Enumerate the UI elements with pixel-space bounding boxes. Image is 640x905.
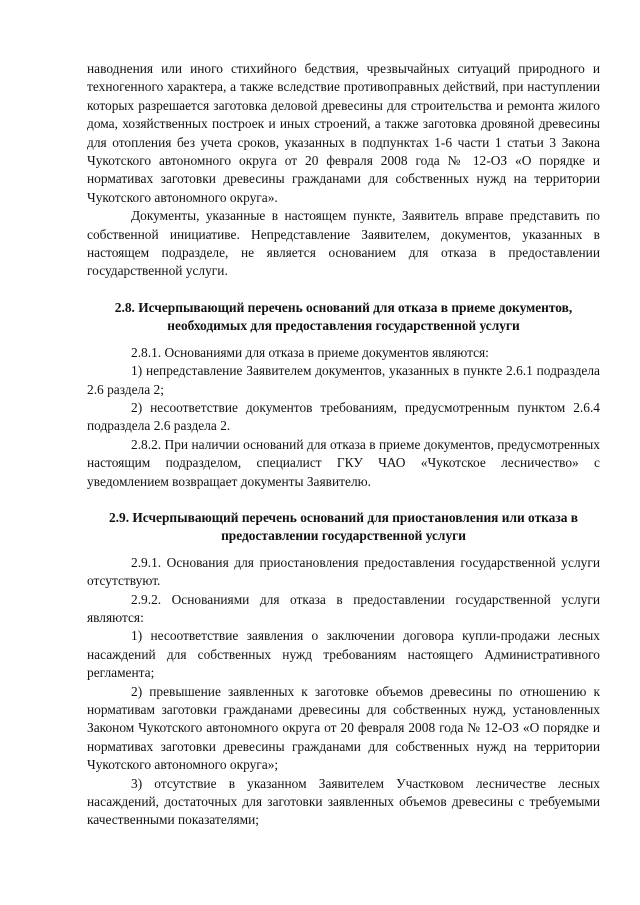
section-spacer (87, 491, 600, 509)
section-2-8-heading: 2.8. Исчерпывающий перечень оснований для отказа в приеме документов, необходимых для предоставления государственной услуги (114, 299, 573, 334)
section-2-9-item-3: 3) отсутствие в указанном Заявителем Участковом лесничестве лесных насаждений, достаточных для заготовки заявленных объемов древесины с требуемыми качественными показателями; (87, 775, 600, 828)
section-2-9-item-2: 2) превышение заявленных к заготовке объемов древесины по отношению к нормативам заготовки гражданами древесины для собственных нужд, установленных Законом Чукотского автономного округа от 20 февраля 2008 года № 12-ОЗ «О порядке и нормативах заготовки древесины гражданами для собственных нужд на территории Чукотского автономного округа»; (87, 683, 600, 773)
heading-spacer (87, 336, 600, 344)
intro-paragraph: наводнения или иного стихийного бедствия, чрезвычайных ситуаций природного и техногенного характера, а также вследствие противоправных действий, при наступлении которых разрешается заготовка деловой древесины для строительства и ремонта жилого дома, хозяйственных построек и иных строений, а также заготовка дровяной древесины для отопления без учета сроков, указанных в подпунктах 1-6 части 1 статьи 3 Закона Чукотского автономного округа от 20 февраля 2008 года № 12-ОЗ «О порядке и нормативах заготовки древесины гражданами для собственных нужд на территории Чукотского автономного округа». (87, 61, 600, 205)
heading-spacer (87, 546, 600, 554)
section-2-9-1-paragraph: 2.9.1. Основания для приостановления предоставления государственной услуги отсутствуют. (87, 554, 600, 589)
section-2-8-item-2: 2) несоответствие документов требованиям, предусмотренным пунктом 2.6.4 подраздела 2.6 раздела 2. (87, 399, 600, 434)
section-2-8-1-paragraph: 2.8.1. Основаниями для отказа в приеме документов являются: (131, 344, 489, 360)
section-2-8-item-1: 1) непредставление Заявителем документов, указанных в пункте 2.6.1 подраздела 2.6 раздела 2; (87, 363, 600, 397)
section-2-8-2-paragraph: 2.8.2. При наличии оснований для отказа в приеме документов, предусмотренных настоящим подразделом, специалист ГКУ ЧАО «Чукотское лесничество» с уведомлением возвращает документы Заявителю. (87, 436, 600, 489)
section-2-9-2-paragraph: 2.9.2. Основаниями для отказа в предоставлении государственной услуги являются: (87, 591, 600, 625)
documents-paragraph: Документы, указанные в настоящем пункте, Заявитель вправе представить по собственной инициативе. Непредставление Заявителем, документов, указанных в настоящем подразделе, не является основанием для отказа в предоставлении государственной услуги. (87, 208, 600, 279)
section-2-9-item-1: 1) несоответствие заявления о заключении договора купли-продажи лесных насаждений для собственных нужд требованиям настоящего Административного регламента; (87, 628, 600, 681)
document-page (87, 60, 600, 830)
section-spacer (87, 281, 600, 299)
section-2-9-heading: 2.9. Исчерпывающий перечень оснований для приостановления или отказа в предоставлении государственной услуги (108, 509, 579, 544)
